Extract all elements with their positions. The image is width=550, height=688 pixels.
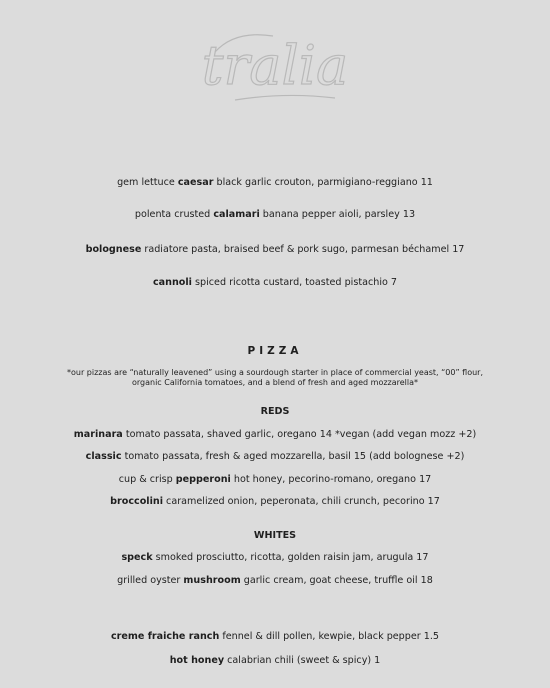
menu-item-mushroom: grilled oyster mushroom garlic cream, goat cheese, truffle oil 18 xyxy=(117,575,433,586)
item-name: creme fraiche ranch xyxy=(110,631,220,642)
menu-item-cannoli: cannoli spiced ricotta custard, toasted pistachio 7 xyxy=(152,277,398,288)
menu-item-speck: speck smoked prosciutto, ricotta, golden raisin jam, arugula 17 xyxy=(121,552,429,563)
item-name: hot honey xyxy=(169,655,225,666)
item-price: 17 xyxy=(452,244,465,255)
item-price: 13 xyxy=(402,209,416,220)
item-name: cannoli xyxy=(152,277,192,288)
menu-item-calamari: polenta crusted calamari banana pepper aioli, parsley 13 xyxy=(134,209,416,220)
item-price: 14 *vegan (add vegan mozz +2) xyxy=(319,429,477,440)
item-name: classic xyxy=(85,451,122,462)
subsection-title-reds: REDS xyxy=(260,406,290,417)
item-name: broccolini xyxy=(110,496,163,507)
menu-item-broccolini: broccolini caramelized onion, peperonata, chili crunch, pecorino 17 xyxy=(110,496,440,507)
restaurant-logo xyxy=(0,22,550,122)
menu-item-creme-fraiche-ranch: creme fraiche ranch fennel & dill pollen, kewpie, black pepper 1.5 xyxy=(110,631,440,642)
item-name: pepperoni xyxy=(175,474,231,485)
menu-item-classic: classic tomato passata, fresh & aged mozzarella, basil 15 (add bolognese +2) xyxy=(85,451,465,462)
logo-script-mark xyxy=(175,22,375,122)
item-price: 1 xyxy=(374,655,381,666)
item-price: 7 xyxy=(390,277,398,288)
logo-wordmark: tralia xyxy=(201,34,349,97)
item-price: 17 xyxy=(416,552,429,563)
item-name: marinara xyxy=(73,429,123,440)
menu-item-bolognese: bolognese radiatore pasta, braised beef & pork sugo, parmesan béchamel 17 xyxy=(85,244,465,255)
item-name: caesar xyxy=(177,177,214,188)
menu-item-caesar: gem lettuce caesar black garlic crouton, parmigiano-reggiano 11 xyxy=(117,177,433,188)
pizza-note: *our pizzas are “naturally leavened” using a sourdough starter in place of commercial yeast, “00” flour, organic California tomatoes, and a blend of fresh and aged mozzarella* xyxy=(66,368,483,387)
menu-item-pepperoni: cup & crisp pepperoni hot honey, pecorino-romano, oregano 17 xyxy=(118,474,432,485)
item-price: 17 xyxy=(427,496,440,507)
item-price: 11 xyxy=(420,177,433,188)
item-name: bolognese xyxy=(85,244,142,255)
item-price: 15 (add bolognese +2) xyxy=(353,451,465,462)
item-price: 1.5 xyxy=(423,631,440,642)
section-title-pizza: PIZZA xyxy=(247,345,303,357)
item-name: speck xyxy=(121,552,153,563)
item-price: 18 xyxy=(420,575,433,586)
menu-item-marinara: marinara tomato passata, shaved garlic, oregano 14 *vegan (add vegan mozz +2) xyxy=(73,429,477,440)
menu-item-hot-honey: hot honey calabrian chili (sweet & spicy) 1 xyxy=(169,655,381,666)
item-name: mushroom xyxy=(183,575,241,586)
subsection-title-whites: WHITES xyxy=(253,530,297,541)
item-price: 17 xyxy=(419,474,432,485)
item-name: calamari xyxy=(213,209,260,220)
